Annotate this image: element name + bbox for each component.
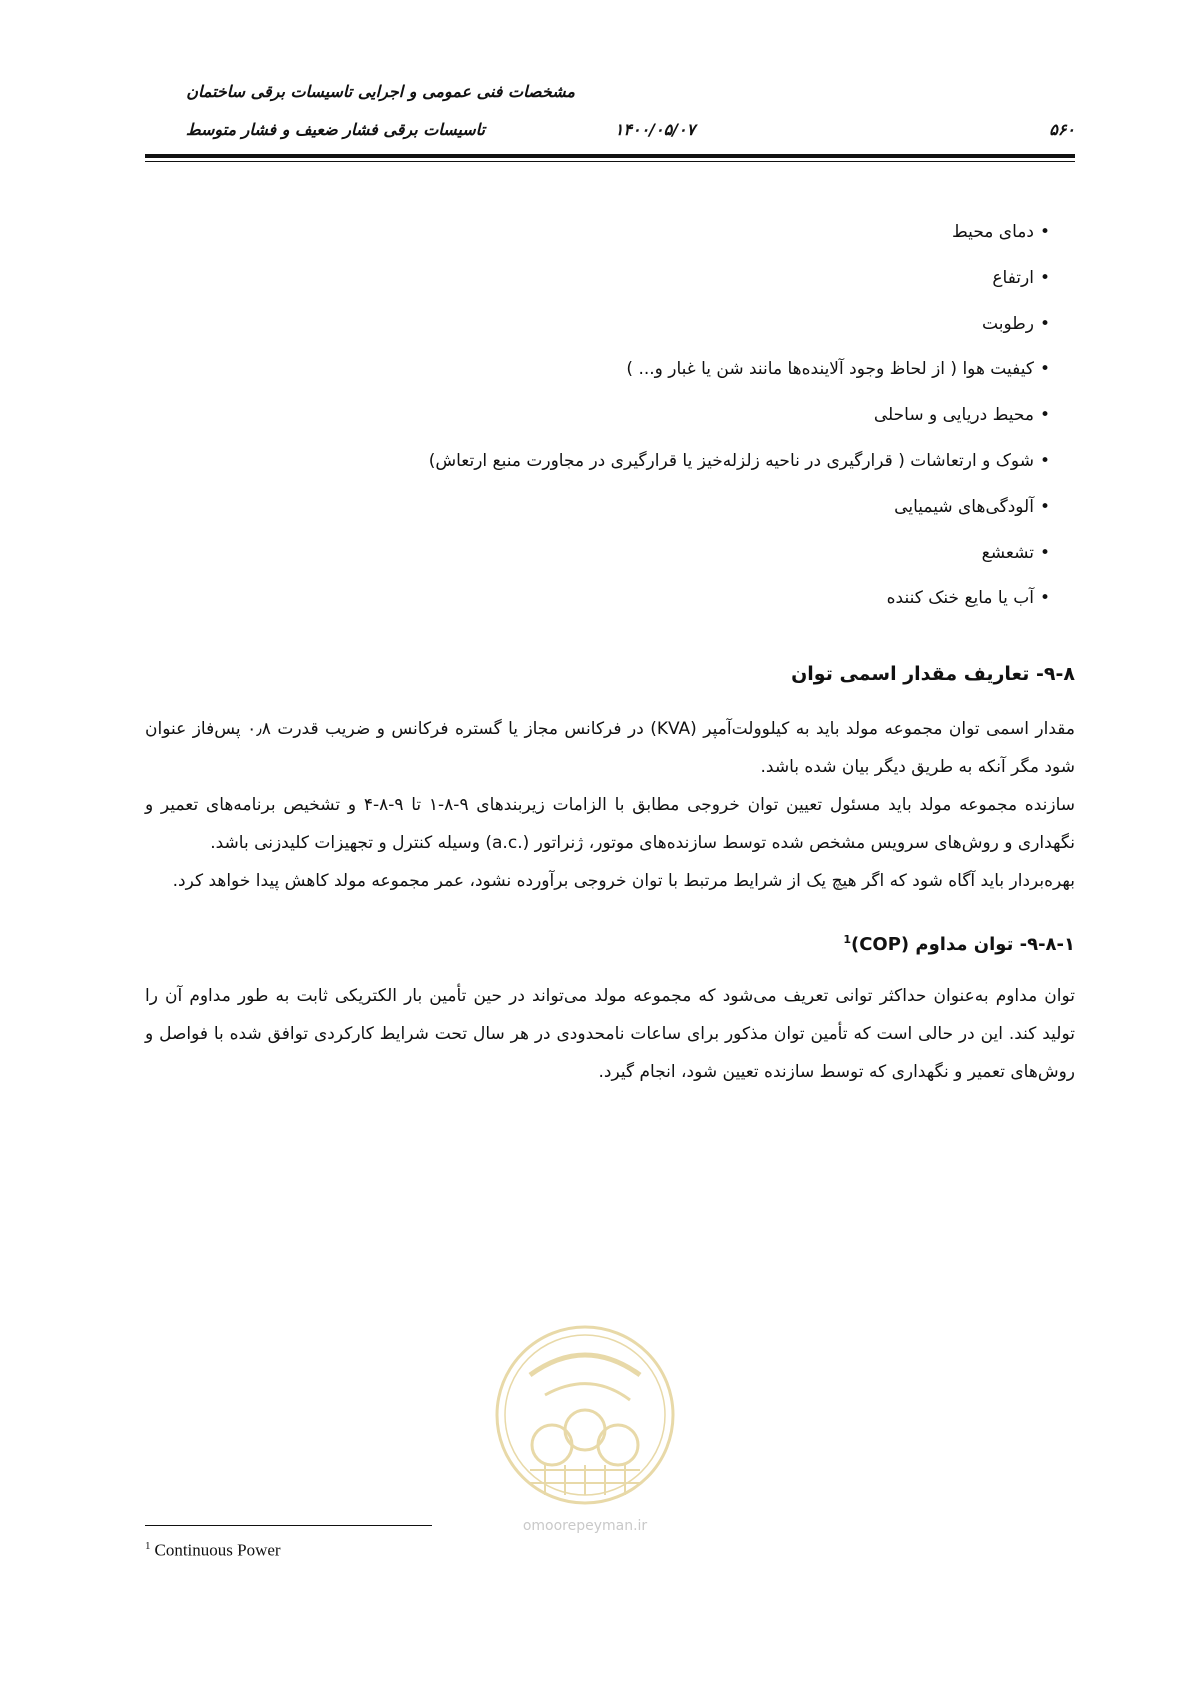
list-item: •شوک و ارتعاشات ( قرارگیری در ناحیه زلزله‌خیز یا قرارگیری در مجاورت منبع ارتعاش) (145, 439, 1050, 485)
list-item: •ارتفاع (145, 256, 1050, 302)
bullet-icon: • (1039, 267, 1050, 288)
list-item: •محیط دریایی و ساحلی (145, 393, 1050, 439)
page-header (145, 82, 1075, 162)
list-item: •آب یا مایع خنک کننده (145, 576, 1050, 622)
section-heading: ۹-۸- تعاریف مقدار اسمی توان (791, 663, 1075, 686)
watermark-caption: omoorepeyman.ir (522, 1518, 648, 1534)
list-item: •کیفیت هوا ( از لحاظ وجود آلاینده‌ها مانند شن یا غبار و... ) (145, 347, 1050, 393)
section-paragraph: بهره‌بردار باید آگاه شود که اگر هیچ یک از شرایط مرتبط با توان خروجی برآورده نشود، عمر مجموعه مولد کاهش پیدا خواهد کرد. (172, 871, 1075, 892)
bullet-icon: • (1039, 405, 1050, 426)
footnote-reference[interactable]: 1 (843, 933, 851, 947)
header-rule-thick (145, 154, 1075, 158)
section-paragraph: مقدار اسمی توان مجموعه مولد باید به کیلوولت‌آمپر (KVA) در فرکانس مجاز یا گستره فرکانس و ضریب قدرت ۰٫۸ پس‌فاز عنوان شود مگر آنکه به طریق دیگر بیان شده باشد. (145, 719, 1075, 778)
bullet-icon: • (1039, 542, 1050, 563)
list-item: •آلودگی‌های شیمیایی (145, 485, 1050, 531)
footnote-text: Continuous Power (154, 1540, 281, 1560)
page-number: ۵۶۰ (1049, 120, 1075, 139)
page-content (145, 210, 1075, 1091)
footnote-divider (145, 1525, 432, 1526)
list-item: •تشعشع (145, 531, 1050, 577)
watermark-seal-icon (490, 1315, 680, 1515)
header-title-primary: مشخصات فنی عمومی و اجرایی تاسیسات برقی ساختمان (186, 82, 575, 101)
bullet-icon: • (1039, 359, 1050, 380)
subsection-heading-text: ۹-۸-۱- توان مداوم (COP) (850, 934, 1075, 956)
header-title-secondary: تاسیسات برقی فشار ضعیف و فشار متوسط (185, 120, 485, 139)
footnote (145, 1540, 281, 1561)
bullet-icon: • (1039, 222, 1050, 242)
subsection-heading (145, 922, 1075, 963)
list-item: •رطوبت (145, 302, 1050, 348)
footnote-marker: 1 (145, 1540, 151, 1552)
subsection-paragraph: توان مداوم به‌عنوان حداکثر توانی تعریف می‌شود که مجموعه مولد می‌تواند در حین تأمین بار الکتریکی ثابت به طور مداوم آن را تولید کند. این در حالی است که تأمین توان مذکور برای ساعات نامحدودی در هر سال تحت شرایط کارکردی توافق شده با فواصل و روش‌های تعمیر و نگهداری که توسط سازنده تعیین شود، انجام گیرد. (145, 986, 1075, 1083)
watermark-logo (490, 1315, 680, 1545)
section-paragraph: سازنده مجموعه مولد باید مسئول تعیین توان خروجی مطابق با الزامات زیربندهای ۹-۸-۱ تا ۹-۸-۴ و تشخیص برنامه‌های تعمیر و نگهداری و روش‌های سرویس مشخص شده توسط سازنده‌های موتور، ژنراتور (.a.c) وسیله کنترل و تجهیزات کلیدزنی باشد. (145, 795, 1075, 854)
header-date: ۱۴۰۰/۰۵/۰۷ (614, 120, 696, 139)
environment-conditions-list (145, 210, 1075, 622)
bullet-icon: • (1039, 496, 1050, 517)
bullet-icon: • (1039, 450, 1050, 471)
list-item: •دمای محیط (145, 210, 1050, 256)
bullet-icon: • (1039, 588, 1050, 609)
header-rule-thin (145, 161, 1075, 162)
bullet-icon: • (1039, 313, 1050, 334)
